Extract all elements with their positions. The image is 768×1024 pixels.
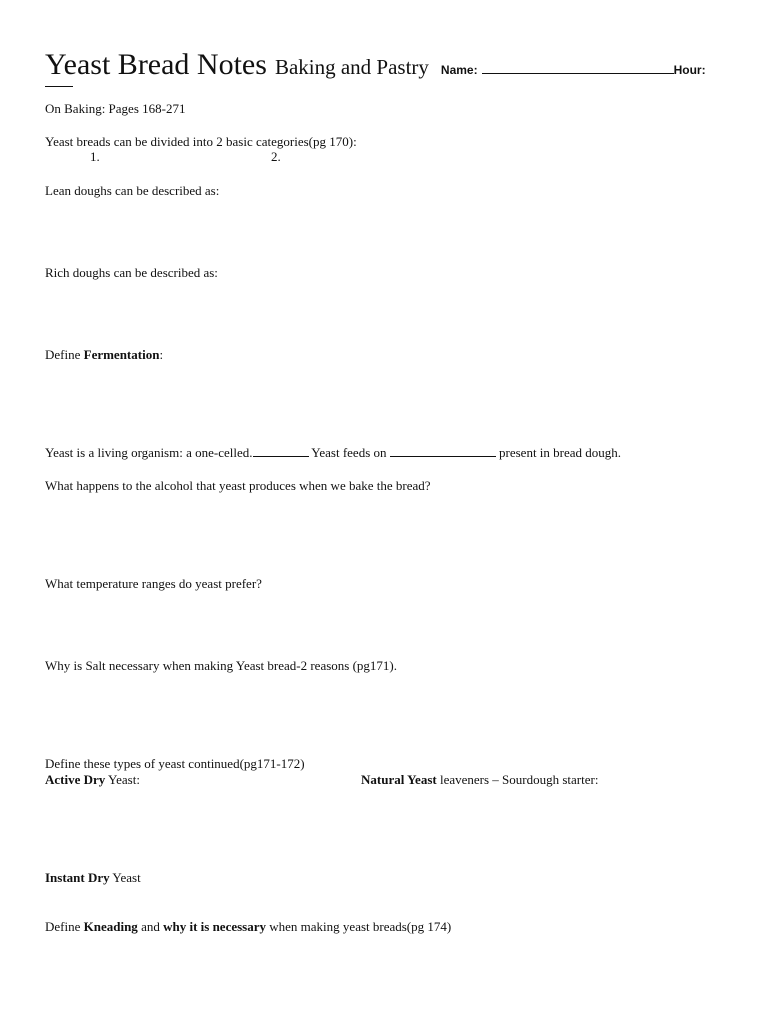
kneading-prefix: Define	[45, 919, 84, 934]
kneading-suffix: when making yeast breads(pg 174)	[266, 919, 452, 934]
yeast-living-question	[45, 445, 621, 460]
source-reference: On Baking: Pages 168-271	[45, 101, 186, 116]
category-item-1: 1.	[90, 149, 100, 164]
active-dry-yeast	[45, 772, 140, 787]
natural-yeast-rest: leaveners – Sourdough starter:	[436, 772, 599, 787]
categories-question: Yeast breads can be divided into 2 basic categories(pg 170):	[45, 134, 357, 149]
organism-blank[interactable]	[253, 445, 309, 457]
hour-blank[interactable]	[45, 86, 73, 87]
alcohol-question: What happens to the alcohol that yeast produces when we bake the bread?	[45, 478, 431, 493]
yeast-living-part1: Yeast is a living organism: a one-celled.	[45, 445, 253, 460]
hour-label: Hour:	[673, 63, 706, 77]
kneading-term2: why it is necessary	[163, 919, 267, 934]
yeast-living-part2: Yeast feeds on	[311, 445, 387, 460]
active-dry-term: Active Dry	[45, 772, 106, 787]
temperature-question: What temperature ranges do yeast prefer?	[45, 576, 262, 591]
natural-yeast-term: Natural Yeast	[361, 772, 437, 787]
food-blank[interactable]	[390, 445, 496, 457]
name-blank[interactable]	[482, 61, 674, 74]
name-label: Name:	[440, 63, 478, 77]
yeast-types-intro: Define these types of yeast continued(pg171-172)	[45, 756, 305, 771]
fermentation-question	[45, 347, 163, 362]
instant-dry-rest: Yeast	[109, 870, 141, 885]
fermentation-prefix: Define	[45, 347, 84, 362]
yeast-living-part3: present in bread dough.	[499, 445, 622, 460]
page-subtitle: Baking and Pastry	[274, 55, 429, 79]
instant-dry-term: Instant Dry	[45, 870, 110, 885]
category-item-2: 2.	[271, 149, 281, 164]
salt-question: Why is Salt necessary when making Yeast bread-2 reasons (pg171).	[45, 658, 398, 673]
fermentation-term: Fermentation	[83, 347, 160, 362]
fermentation-suffix: :	[159, 347, 164, 362]
kneading-mid: and	[137, 919, 164, 934]
lean-dough-question: Lean doughs can be described as:	[45, 183, 220, 198]
kneading-term: Kneading	[83, 919, 138, 934]
page-title: Yeast Bread Notes	[45, 48, 267, 81]
rich-dough-question: Rich doughs can be described as:	[45, 265, 218, 280]
kneading-question	[45, 919, 451, 934]
instant-dry-yeast	[45, 870, 141, 885]
active-dry-rest: Yeast:	[105, 772, 140, 787]
header	[45, 48, 706, 82]
natural-yeast	[361, 772, 598, 787]
